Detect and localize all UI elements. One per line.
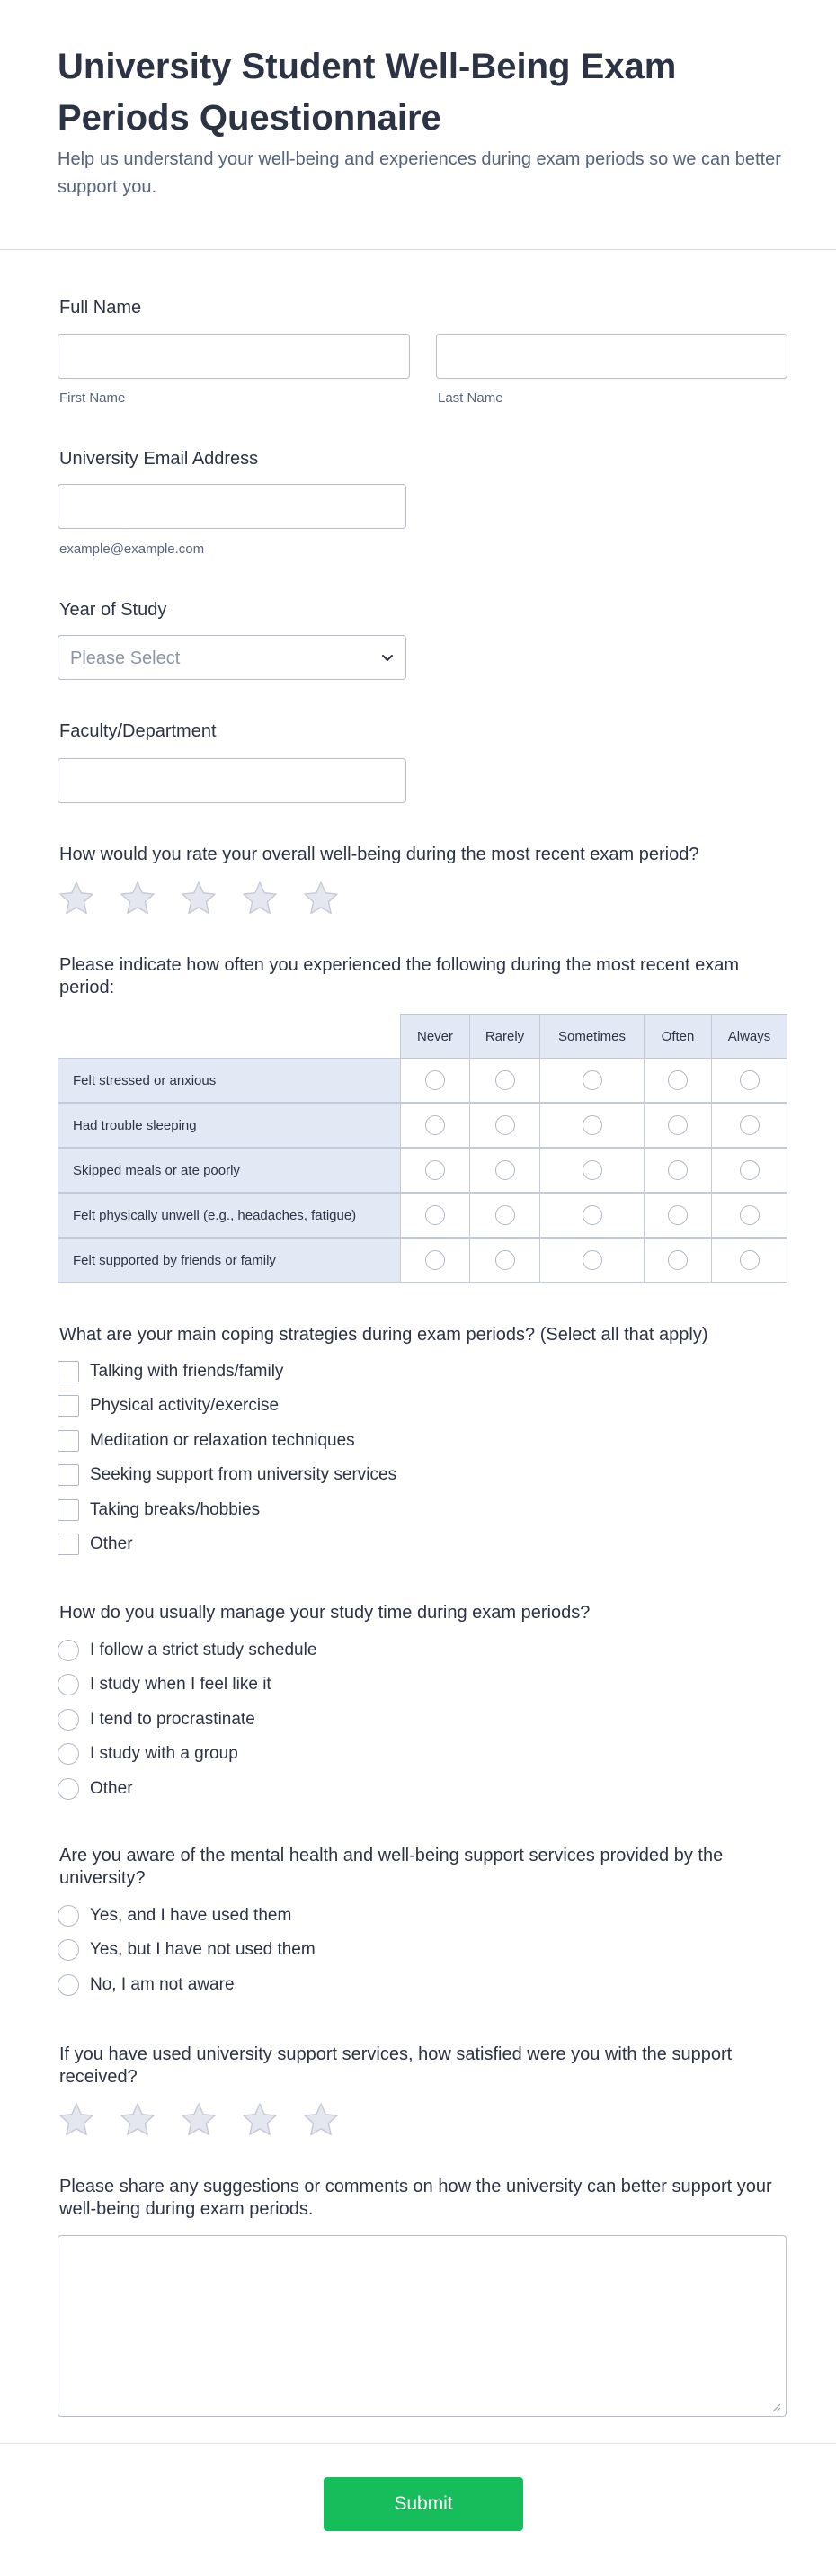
full-name-label: Full Name (59, 298, 142, 318)
matrix-cell (644, 1193, 712, 1238)
frequency-matrix (58, 1014, 787, 1283)
awareness-question: Are you aware of the mental health and well-being support services provided by the university? (59, 1846, 724, 1888)
matrix-row-label: Felt supported by friends or family (58, 1238, 401, 1283)
star-icon[interactable] (302, 880, 340, 917)
first-name-input[interactable] (58, 334, 410, 379)
matrix-radio[interactable] (495, 1160, 515, 1180)
radio-button[interactable] (58, 1640, 79, 1661)
matrix-radio[interactable] (425, 1070, 445, 1090)
matrix-radio[interactable] (668, 1250, 688, 1270)
option-label: I follow a strict study schedule (90, 1641, 317, 1659)
suggestions-question: Please share any suggestions or comments on how the university can better support your well-being during exam periods. (59, 2177, 772, 2219)
matrix-radio[interactable] (740, 1070, 760, 1090)
checkbox-option[interactable] (58, 1394, 279, 1418)
year-of-study-selected-value: Please Select (70, 648, 181, 668)
checkbox[interactable] (58, 1534, 79, 1555)
faculty-label: Faculty/Department (59, 721, 217, 741)
radio-button[interactable] (58, 1939, 79, 1961)
matrix-radio[interactable] (740, 1250, 760, 1270)
resize-grip-icon[interactable] (770, 2402, 781, 2412)
radio-button[interactable] (58, 1905, 79, 1927)
matrix-cell (711, 1058, 787, 1103)
matrix-radio[interactable] (425, 1250, 445, 1270)
matrix-column-header: Often (644, 1014, 712, 1059)
email-sublabel: example@example.com (59, 541, 205, 557)
matrix-column-header: Always (711, 1014, 787, 1059)
matrix-cell (469, 1148, 540, 1193)
matrix-radio[interactable] (425, 1205, 445, 1225)
matrix-radio[interactable] (425, 1115, 445, 1135)
radio-option[interactable] (58, 1673, 271, 1696)
last-name-sublabel: Last Name (438, 390, 503, 406)
radio-option[interactable] (58, 1938, 316, 1962)
radio-button[interactable] (58, 1974, 79, 1996)
star-icon[interactable] (241, 2101, 279, 2139)
star-icon[interactable] (302, 2101, 340, 2139)
matrix-radio[interactable] (583, 1115, 602, 1135)
chevron-down-icon (378, 648, 396, 666)
matrix-cell (400, 1058, 470, 1103)
option-label: Other (90, 1534, 133, 1553)
checkbox-option[interactable] (58, 1498, 260, 1522)
matrix-radio[interactable] (740, 1160, 760, 1180)
option-label: Seeking support from university services (90, 1465, 397, 1485)
first-name-sublabel: First Name (59, 390, 126, 406)
star-icon[interactable] (58, 880, 95, 917)
matrix-cell (539, 1103, 645, 1148)
matrix-radio[interactable] (668, 1115, 688, 1135)
checkbox[interactable] (58, 1464, 79, 1486)
matrix-cell (711, 1238, 787, 1283)
checkbox[interactable] (58, 1430, 79, 1452)
matrix-cell (644, 1058, 712, 1103)
matrix-radio[interactable] (668, 1160, 688, 1180)
option-label: Talking with friends/family (90, 1362, 284, 1381)
matrix-cell (400, 1238, 470, 1283)
form-header (0, 0, 836, 250)
star-icon[interactable] (180, 2101, 218, 2139)
option-label: No, I am not aware (90, 1974, 235, 1994)
study-time-question: How do you usually manage your study time during exam periods? (59, 1603, 591, 1623)
year-of-study-label: Year of Study (59, 600, 167, 620)
matrix-radio[interactable] (495, 1070, 515, 1090)
coping-question: What are your main coping strategies during exam periods? (Select all that apply) (59, 1325, 708, 1345)
satisfaction-star-rating (58, 2101, 345, 2139)
matrix-radio[interactable] (668, 1070, 688, 1090)
option-label: Other (90, 1778, 133, 1798)
star-icon[interactable] (180, 880, 218, 917)
matrix-cell (711, 1103, 787, 1148)
radio-option[interactable] (58, 1742, 238, 1766)
matrix-radio[interactable] (495, 1115, 515, 1135)
checkbox[interactable] (58, 1361, 79, 1382)
matrix-cell (469, 1238, 540, 1283)
matrix-cell (539, 1238, 645, 1283)
radio-option[interactable] (58, 1973, 235, 1997)
star-icon[interactable] (119, 2101, 156, 2139)
matrix-row-label: Had trouble sleeping (58, 1103, 401, 1148)
matrix-cell (711, 1148, 787, 1193)
matrix-radio[interactable] (583, 1160, 602, 1180)
matrix-radio[interactable] (425, 1160, 445, 1180)
matrix-radio[interactable] (740, 1115, 760, 1135)
matrix-column-header: Sometimes (539, 1014, 645, 1059)
matrix-radio[interactable] (495, 1205, 515, 1225)
matrix-row-label: Skipped meals or ate poorly (58, 1148, 401, 1193)
satisfaction-rating-question: If you have used university support services, how satisfied were you with the support received? (59, 2044, 733, 2087)
matrix-cell (711, 1193, 787, 1238)
matrix-row-label: Felt physically unwell (e.g., headaches, fatigue) (58, 1193, 401, 1238)
form-title: University Student Well-Being Exam Periods Questionnaire (58, 47, 677, 138)
radio-option[interactable] (58, 1708, 255, 1731)
radio-button[interactable] (58, 1743, 79, 1765)
star-icon[interactable] (241, 880, 279, 917)
submit-button[interactable]: Submit (324, 2477, 523, 2531)
matrix-radio[interactable] (583, 1250, 602, 1270)
email-label: University Email Address (59, 449, 259, 469)
matrix-radio[interactable] (740, 1205, 760, 1225)
matrix-cell (400, 1193, 470, 1238)
wellbeing-star-rating (58, 880, 345, 917)
checkbox-option[interactable] (58, 1463, 396, 1487)
year-of-study-select[interactable] (58, 635, 406, 680)
matrix-row-label: Felt stressed or anxious (58, 1058, 401, 1103)
matrix-column-header: Never (400, 1014, 470, 1059)
matrix-cell (539, 1148, 645, 1193)
option-label: I study with a group (90, 1744, 238, 1764)
matrix-cell (644, 1103, 712, 1148)
matrix-radio[interactable] (583, 1070, 602, 1090)
matrix-radio[interactable] (495, 1250, 515, 1270)
matrix-cell (469, 1103, 540, 1148)
matrix-cell (644, 1238, 712, 1283)
matrix-radio[interactable] (583, 1205, 602, 1225)
faculty-input[interactable] (58, 758, 406, 803)
option-label: I tend to procrastinate (90, 1709, 255, 1729)
email-input[interactable] (58, 484, 406, 529)
option-label: Yes, but I have not used them (90, 1940, 316, 1960)
option-label: I study when I feel like it (90, 1675, 271, 1695)
option-label: Physical activity/exercise (90, 1396, 280, 1416)
option-label: Taking breaks/hobbies (90, 1499, 261, 1519)
radio-button[interactable] (58, 1709, 79, 1731)
checkbox-option[interactable] (58, 1533, 133, 1556)
radio-button[interactable] (58, 1674, 79, 1695)
wellbeing-rating-question: How would you rate your overall well-being during the most recent exam period? (59, 845, 699, 864)
matrix-question: Please indicate how often you experienced the following during the most recent exam period: (59, 955, 740, 997)
checkbox[interactable] (58, 1395, 79, 1417)
suggestions-textarea[interactable] (58, 2235, 787, 2417)
star-icon[interactable] (58, 2101, 95, 2139)
option-label: Meditation or relaxation techniques (90, 1430, 355, 1450)
radio-option[interactable] (58, 1904, 291, 1928)
matrix-cell (644, 1148, 712, 1193)
option-label: Yes, and I have used them (90, 1906, 292, 1925)
form-subtitle: Help us understand your well-being and experiences during exam periods so we can better support you. (58, 149, 781, 197)
matrix-cell (400, 1148, 470, 1193)
matrix-cell (469, 1058, 540, 1103)
radio-option[interactable] (58, 1639, 316, 1662)
checkbox-option[interactable] (58, 1429, 355, 1453)
radio-button[interactable] (58, 1778, 79, 1800)
star-icon[interactable] (119, 880, 156, 917)
checkbox-option[interactable] (58, 1360, 283, 1383)
matrix-cell (539, 1058, 645, 1103)
matrix-column-header: Rarely (469, 1014, 540, 1059)
last-name-input[interactable] (436, 334, 787, 379)
matrix-cell (400, 1103, 470, 1148)
matrix-radio[interactable] (668, 1205, 688, 1225)
matrix-cell (539, 1193, 645, 1238)
checkbox[interactable] (58, 1499, 79, 1521)
matrix-cell (469, 1193, 540, 1238)
radio-option[interactable] (58, 1777, 133, 1801)
